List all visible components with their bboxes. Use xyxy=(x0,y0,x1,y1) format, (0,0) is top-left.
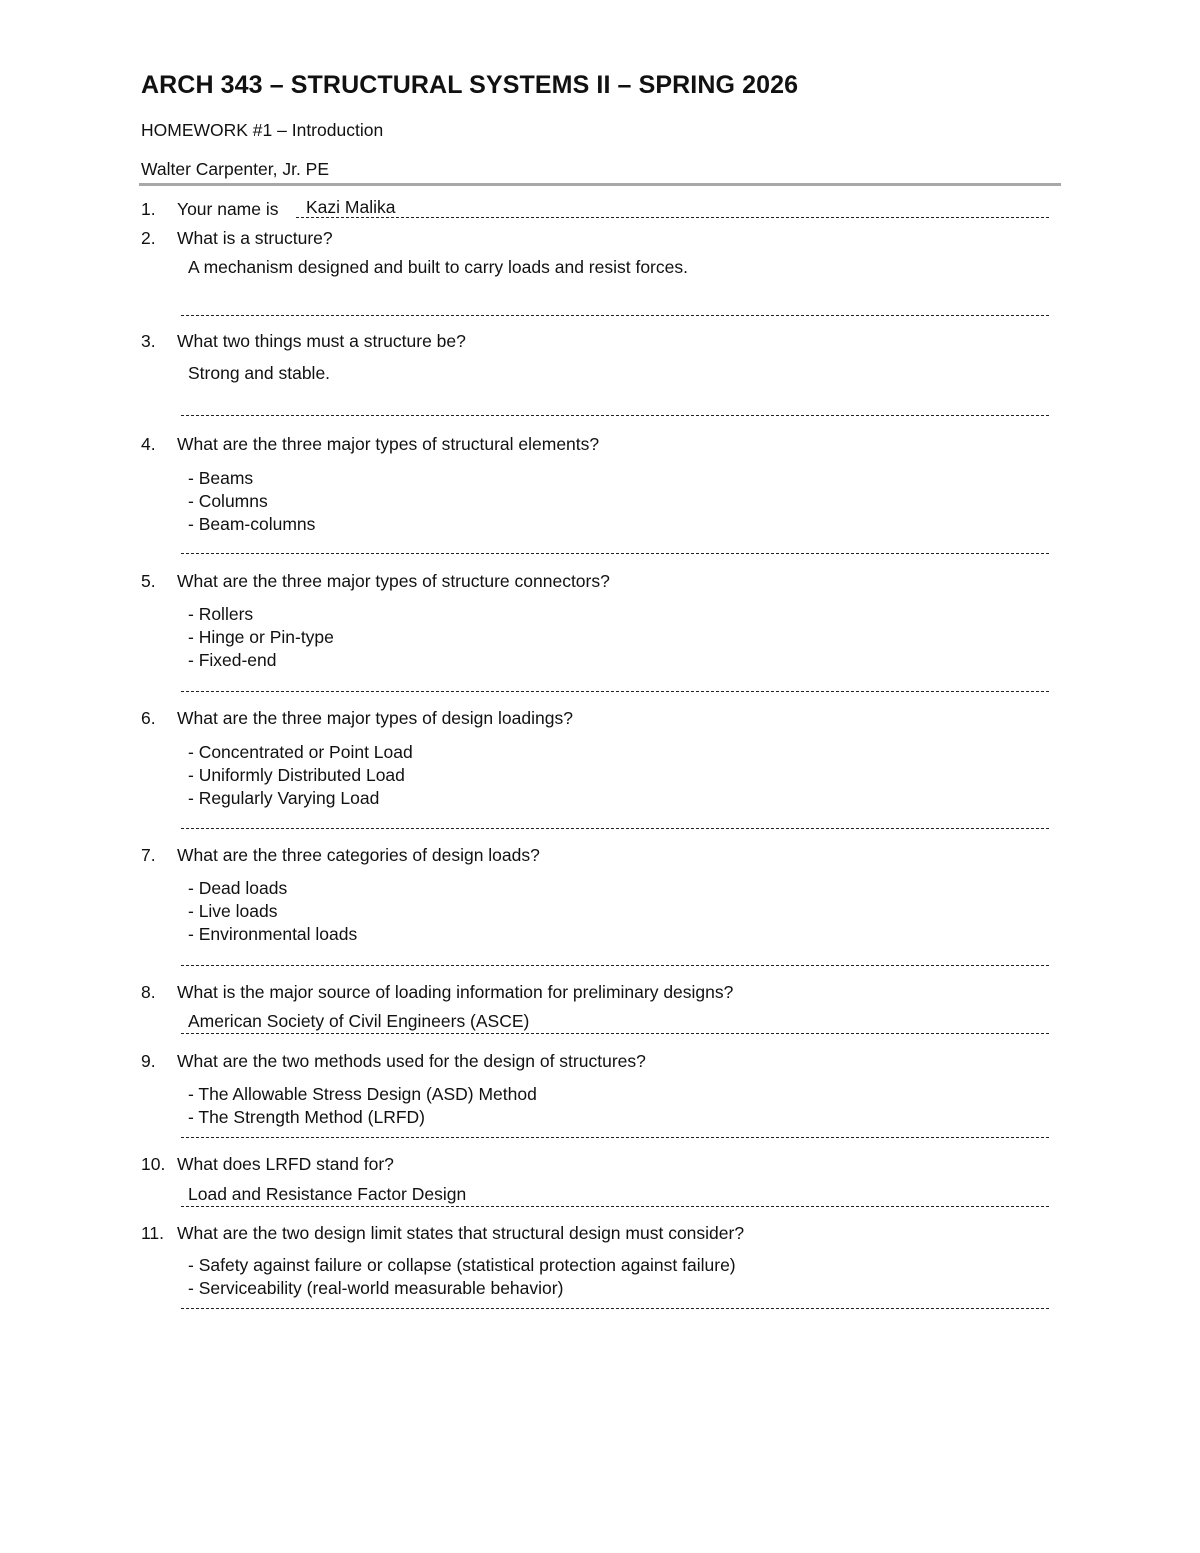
question-number: 7. xyxy=(141,845,156,865)
question-number: 5. xyxy=(141,571,156,591)
question-number: 9. xyxy=(141,1051,156,1071)
question-text: What are the two design limit states that structural design must consider? xyxy=(177,1223,745,1243)
answer-item: - Serviceability (real-world measurable behavior) xyxy=(188,1278,564,1298)
question-text: What are the three major types of design loadings? xyxy=(177,708,573,728)
question-number: 11. xyxy=(141,1223,165,1243)
answer-item: - The Strength Method (LRFD) xyxy=(188,1107,425,1127)
answer-list[interactable] xyxy=(188,603,334,672)
question-text: What two things must a structure be? xyxy=(177,331,466,351)
question-text: What are the three categories of design loads? xyxy=(177,845,540,865)
answer-item: - Uniformly Distributed Load xyxy=(188,765,405,785)
answer-line xyxy=(181,553,1049,554)
answer-item: - Fixed-end xyxy=(188,650,277,670)
instructor-name: Walter Carpenter, Jr. PE xyxy=(141,159,330,179)
answer-item: - Rollers xyxy=(188,604,254,624)
answer-line xyxy=(181,315,1049,316)
answer-list[interactable] xyxy=(188,1254,736,1300)
answer-item: - Columns xyxy=(188,491,268,511)
answer-item: - Hinge or Pin-type xyxy=(188,627,334,647)
answer-item: - Safety against failure or collapse (statistical protection against failure) xyxy=(188,1255,736,1275)
assignment-subtitle: HOMEWORK #1 – Introduction xyxy=(141,120,384,140)
page-title: ARCH 343 – STRUCTURAL SYSTEMS II – SPRING 2026 xyxy=(141,71,799,99)
question-text: What are the three major types of structure connectors? xyxy=(177,571,610,591)
answer-text[interactable]: Strong and stable. xyxy=(188,363,331,383)
answer-list[interactable] xyxy=(188,741,413,810)
question-text: What are the two methods used for the design of structures? xyxy=(177,1051,646,1071)
answer-line xyxy=(296,217,1049,218)
question-number: 10. xyxy=(141,1154,166,1174)
answer-line xyxy=(181,828,1049,829)
answer-item: - Regularly Varying Load xyxy=(188,788,380,808)
answer-line xyxy=(181,691,1049,692)
answer-list[interactable] xyxy=(188,467,315,536)
answer-line xyxy=(181,965,1049,966)
answer-text[interactable]: A mechanism designed and built to carry loads and resist forces. xyxy=(188,257,688,277)
question-text: Your name is xyxy=(177,199,279,219)
header-divider xyxy=(139,183,1061,186)
answer-list[interactable] xyxy=(188,1083,537,1129)
answer-item: - Environmental loads xyxy=(188,924,358,944)
answer-item: - Concentrated or Point Load xyxy=(188,742,413,762)
answer-line xyxy=(181,1206,1049,1207)
question-number: 1. xyxy=(141,199,156,219)
answer-text[interactable]: American Society of Civil Engineers (ASCE) xyxy=(188,1011,530,1031)
answer-item: - The Allowable Stress Design (ASD) Method xyxy=(188,1084,537,1104)
question-text: What does LRFD stand for? xyxy=(177,1154,394,1174)
answer-text[interactable]: Load and Resistance Factor Design xyxy=(188,1184,467,1204)
question-number: 4. xyxy=(141,434,156,454)
answer-list[interactable] xyxy=(188,877,357,946)
answer-line xyxy=(181,1033,1049,1034)
question-text: What is a structure? xyxy=(177,228,333,248)
question-text: What is the major source of loading information for preliminary designs? xyxy=(177,982,734,1002)
answer-line xyxy=(181,415,1049,416)
answer-line xyxy=(181,1137,1049,1138)
student-name-answer[interactable]: Kazi Malika xyxy=(306,197,396,217)
question-number: 3. xyxy=(141,331,156,351)
question-number: 2. xyxy=(141,228,156,248)
question-number: 6. xyxy=(141,708,156,728)
answer-item: - Live loads xyxy=(188,901,278,921)
answer-line xyxy=(181,1308,1049,1309)
answer-item: - Beam-columns xyxy=(188,514,316,534)
question-text: What are the three major types of structural elements? xyxy=(177,434,600,454)
answer-item: - Dead loads xyxy=(188,878,288,898)
answer-item: - Beams xyxy=(188,468,254,488)
question-number: 8. xyxy=(141,982,156,1002)
